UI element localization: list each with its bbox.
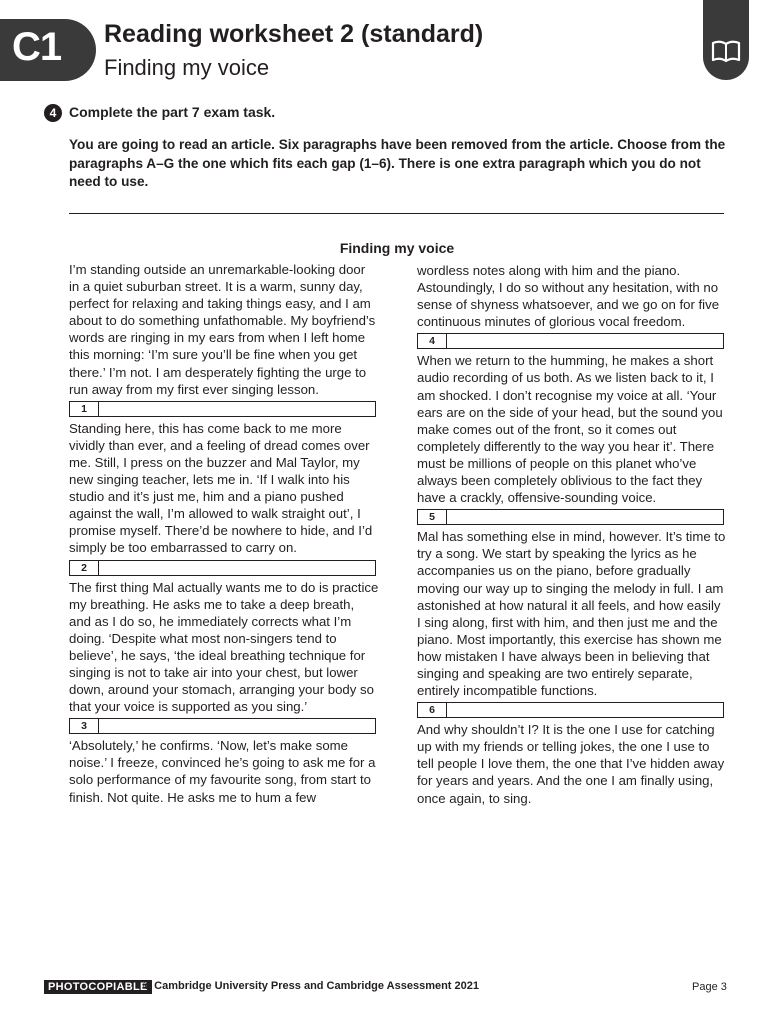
gap-number: 6 xyxy=(418,703,447,717)
level-label: C1 xyxy=(12,25,62,69)
gap-number: 5 xyxy=(418,510,447,524)
article-paragraph: wordless notes along with him and the piano. Astoundingly, I do so without any hesitation, with no sense of shyness whatsoever, and we go on for five continuous minutes of glorious vocal freedom. xyxy=(417,263,720,330)
gap-number: 1 xyxy=(70,402,99,416)
gap-box-5[interactable] xyxy=(417,509,724,525)
worksheet-subtitle: Finding my voice xyxy=(104,55,270,80)
article-paragraph: When we return to the humming, he makes a short audio recording of us both. As we listen back to it, I am shocked. I don’t recognise my voice at all. ‘Your ears are on the side of your head, but the sound you make comes out of the front, so it comes out completely differently to the way you hear it’. There must be millions of people on this planet who’ve always been completely oblivious to the fact they have a crackly, offensive-sounding voice. xyxy=(417,353,723,506)
gap-box-3[interactable] xyxy=(69,718,376,734)
task-instruction: Complete the part 7 exam task. xyxy=(69,104,276,120)
article-column-left xyxy=(69,261,379,806)
article-paragraph: Standing here, this has come back to me more vividly than ever, and a feeling of dread comes over me. Still, I press on the buzzer and Mal Taylor, my new singing teacher, lets me in. ‘If I walk into his studio and it’s just me, him and a piano pushed against the wall, I’m allowed to walk straight out’, I promise myself. There’d be nowhere to hide, and I’d simply be too embarrassed to carry on. xyxy=(69,420,373,556)
open-book-icon xyxy=(711,40,741,64)
worksheet-title: Reading worksheet 2 (standard) xyxy=(104,20,484,48)
gap-box-2[interactable] xyxy=(69,560,376,576)
level-tab xyxy=(0,19,96,81)
gap-box-4[interactable] xyxy=(417,333,724,349)
article-paragraph: I’m standing outside an unremarkable-looking door in a quiet suburban street. It is a warm, sunny day, perfect for relaxing and taking things easy, and I am about to do something unfathomable. My boyfriend’s words are ringing in my ears from when I left home this morning: ‘I’m sure you’ll be fine when you get there.’ I’m not. I am desperately fighting the urge to run away from my first ever singing lesson. xyxy=(69,262,376,397)
article-column-right xyxy=(417,262,727,807)
gap-number: 3 xyxy=(70,719,99,733)
article-paragraph: The first thing Mal actually wants me to do is practice my breathing. He asks me to take a deep breath, and as I do so, he immediately corrects what I’m doing. ‘Despite what most non-singers tend to believe’, he says, ‘the ideal breathing technique for singing is not to take air into your chest, but lower down, around your stomach, arranging your body so that your voice is supported as you sing.’ xyxy=(69,579,379,715)
page-number: Page 3 xyxy=(692,981,727,993)
photocopiable-badge: PHOTOCOPIABLE xyxy=(44,980,152,994)
task-number-badge: 4 xyxy=(44,104,62,122)
gap-box-1[interactable] xyxy=(69,401,376,417)
article-paragraph: Mal has something else in mind, however. It’s time to try a song. We start by speaking the lyrics as he accompanies us on the piano, before gradually moving our way up to singing the melody in full. I am astonished at how natural it all feels, and how easily I sing along, first with him, and then just me and the piano. Most importantly, this exercise has shown me how mistaken I have always been in believing that singing and speaking are two entirely separate, entirely incompatible functions. xyxy=(417,529,726,699)
article-paragraph: ‘Absolutely,’ he confirms. ‘Now, let’s make some noise.’ I freeze, convinced he’s going to ask me for a solo performance of my favourite song, from start to finish. Not quite. He asks me to hum a few xyxy=(69,738,376,805)
copyright-notice: © Cambridge University Press and Cambridge Assessment 2021 xyxy=(143,980,479,992)
article-paragraph: And why shouldn’t I? It is the one I use for catching up with my friends or telling jokes, the one I use to tell people I love them, the one that I’ve hidden away for years and years. And the one I am finally using, once again, to sing. xyxy=(417,722,725,806)
book-tab xyxy=(703,0,749,80)
gap-box-6[interactable] xyxy=(417,702,724,718)
article-title: Finding my voice xyxy=(339,240,455,256)
task-intro: You are going to read an article. Six paragraphs have been removed from the article. Choose from the paragraphs A–G the one which fits each gap (1–6). There is one extra paragraph which you do not need to use. xyxy=(69,137,726,189)
divider xyxy=(69,213,724,214)
gap-number: 2 xyxy=(70,561,99,575)
gap-number: 4 xyxy=(418,334,447,348)
